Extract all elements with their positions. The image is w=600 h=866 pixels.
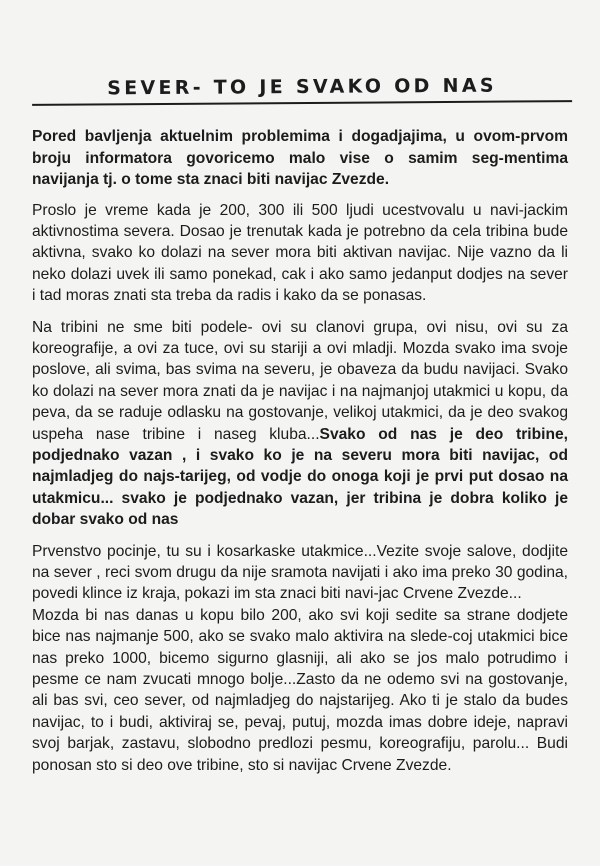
body-paragraph-2-text: Na tribini ne sme biti podele- ovi su clanovi grupa, ovi nisu, ovi su za koreografije, a ovi za tuce, ovi su stariji a ovi mladji. Mozda svako ima svoje poslove, ali svima, bas svima na severu, je obaveza da budu navijaci. Svako ko dolazi na sever mora znati da je navijac i na najmanjoj utakmici u kopu, da peva, da se raduje odlasku na gostovanje, velikoj utakmici, da je deo svakog uspeha nase tribine i naseg kluba... [32,318,568,443]
body-paragraph-1: Proslo je vreme kada je 200, 300 ili 500 ljudi ucestvovalu u navi-jackim aktivnostima severa. Dosao je trenutak kada je potrebno da cela tribina bude aktivna, svako ko dolazi na sever mora biti aktivan navijac. Nije vazno da li neko dolazi uvek ili samo ponekad, cak i ako samo jedanput dodjes na sever i tad moras znati sta treba da radis i kako da se ponasas. [32,201,568,305]
article [32,70,572,786]
intro-paragraph: Pored bavljenja aktuelnim problemima i dogadjajima, u ovom-prvom broju informatora govoricemo malo vise o samim seg-mentima navijanja tj. o tome sta znaci biti navijac Zvezde. [32,128,568,188]
article-title: SEVER- TO JE SVAKO OD NAS [32,68,572,106]
body-paragraph-3: Prvenstvo pocinje, tu su i kosarkaske utakmice...Vezite svoje salove, dodjite na sever , reci svom drugu da nije sramota navijati i ako ima preko 30 godina, povedi klince iz kraja, pokazi im sta znaci biti navi-jac Crvene Zvezde... [32,542,568,603]
body-paragraph-4: Mozda bi nas danas u kopu bilo 200, ako svi koji sedite sa strane dodjete bice nas najmanje 500, ako se svako malo aktivira na slede-coj utakmici bice nas preko 1000, bicemo sigurno glasniji, ali ako se jos malo potrudimo i pesme ce nam zvucati mnogo bolje...Zasto da ne odemo svi na gostovanje, ali bas svi, ceo sever, od najmladjeg do najstarijeg. Ako ti je stalo da budes navijac, to i budi, aktiviraj se, pevaj, putuj, mozda imas dobre ideje, napravi svoj barjak, zastavu, slobodno predlozi pesmu, koreografiju, parolu... Budi ponosan sto si deo ove tribine, sto si navijac Crvene Zvezde. [32,606,568,774]
body-paragraph-2-emphasis: Svako od nas je deo tribine, podjednako vazan , i svako ko je na severu mora biti navijac, od najmladjeg do najs-tarijeg, od vodje do onoga koji je prvi put dosao na utakmicu... svako je podjednako vazan, jer tribina je dobra koliko je dobar svako od nas [32,425,568,529]
body-paragraph-2 [32,317,568,531]
